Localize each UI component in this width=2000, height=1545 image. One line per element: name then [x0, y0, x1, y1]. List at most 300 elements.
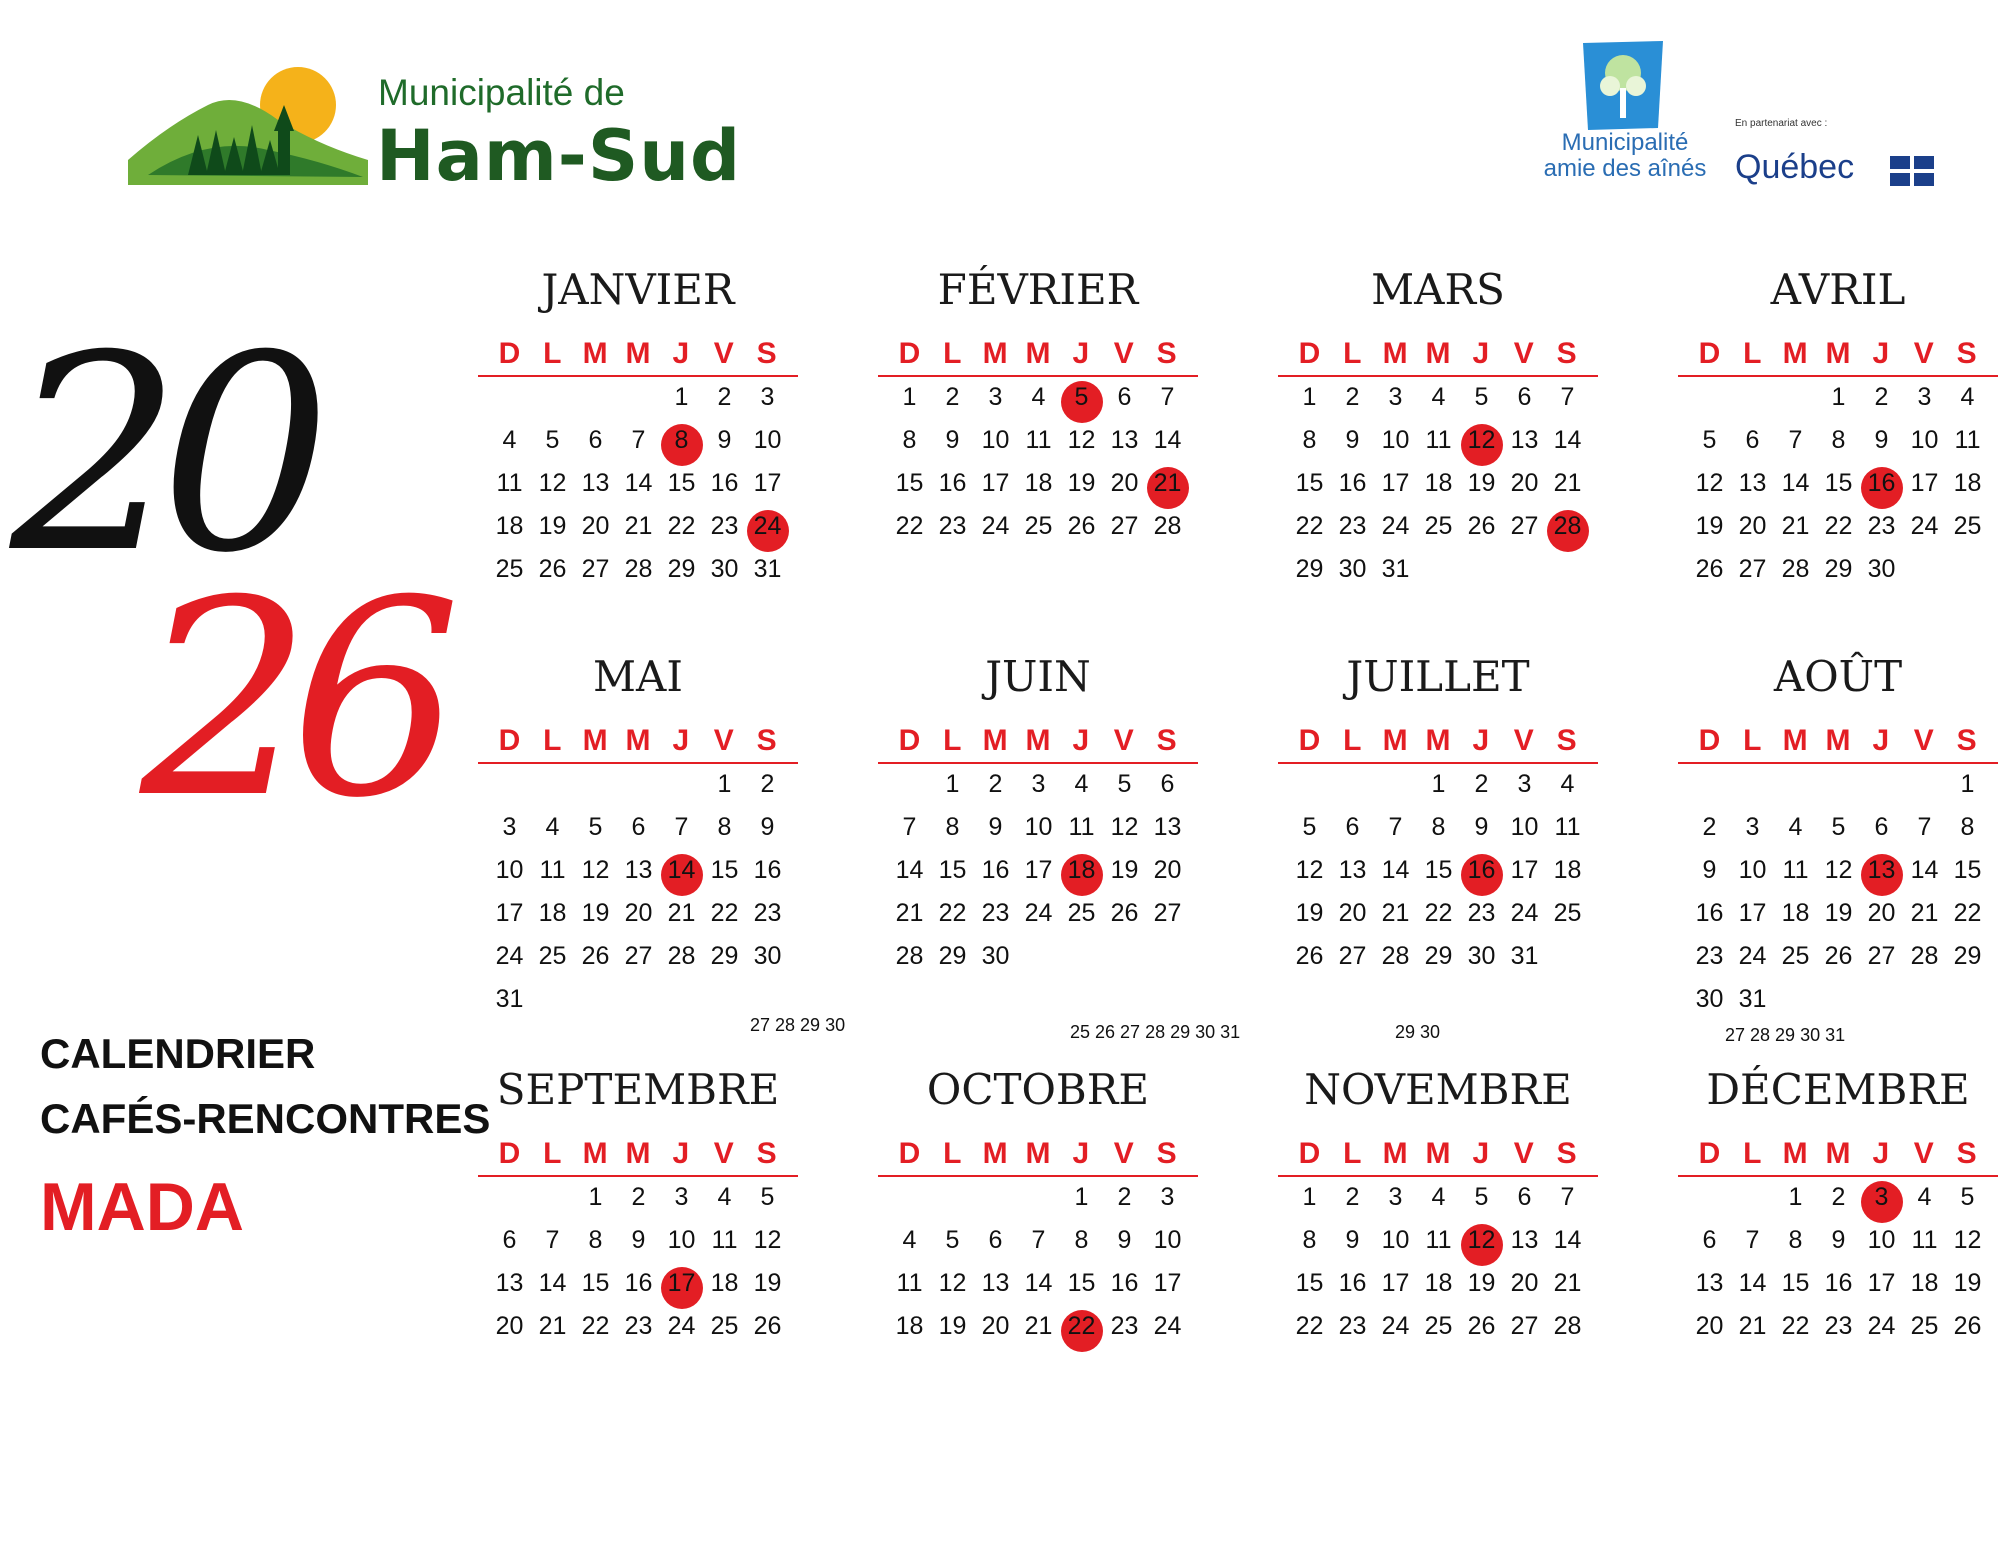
day-cell: 11: [1025, 426, 1052, 454]
cafe-rencontre-date: 21: [1146, 469, 1189, 512]
weekday-label: J: [1872, 337, 1890, 370]
empty-cell: [660, 770, 703, 813]
day-cell: 3: [988, 383, 1003, 411]
year-top-digits: 20: [10, 297, 310, 612]
day-cell: 1: [1960, 770, 1975, 798]
month-block: [488, 1065, 818, 1405]
day-cell: 22: [1781, 1312, 1810, 1340]
day-cell: 18: [1424, 1269, 1453, 1297]
day-cell: 27: [624, 942, 653, 970]
weekday-label: M: [1025, 337, 1051, 370]
day-cell: 24: [981, 512, 1010, 540]
day-cell: 11: [1554, 813, 1581, 841]
day-cell: 22: [1424, 899, 1453, 927]
weekday-label: M: [982, 337, 1008, 370]
day-cell: 2: [1474, 770, 1489, 798]
month-name: JUILLET: [1346, 652, 1530, 701]
day-cell: 23: [753, 899, 782, 927]
weekday-label: M: [582, 1137, 608, 1170]
day-cell: 5: [1831, 813, 1846, 841]
day-cell: 27: [1867, 942, 1896, 970]
day-cell: 16: [1338, 469, 1367, 497]
day-cell: 3: [1517, 770, 1532, 798]
weekday-label: M: [1782, 724, 1808, 757]
day-cell: 30: [753, 942, 782, 970]
day-cell: 5: [760, 1183, 775, 1211]
day-cell: 27: [1110, 512, 1139, 540]
day-cell: 28: [1781, 555, 1810, 583]
day-cell: 6: [1117, 383, 1132, 411]
day-cell: 5: [545, 426, 560, 454]
day-cell: 10: [1738, 856, 1767, 884]
day-cell: 5: [1474, 383, 1489, 411]
weekday-label: M: [1782, 337, 1808, 370]
day-cell: 14: [895, 856, 924, 884]
weekday-label: S: [1556, 1137, 1577, 1170]
day-cell: 29: [710, 942, 739, 970]
weekday-label: V: [1113, 1137, 1134, 1170]
day-cell: 21: [895, 899, 924, 927]
day-cell: 3: [1031, 770, 1046, 798]
day-cell: 27: [581, 555, 610, 583]
day-cell: 23: [1338, 1312, 1367, 1340]
day-cell: 3: [1917, 383, 1932, 411]
day-cell: 16: [710, 469, 739, 497]
day-cell: 31: [495, 985, 524, 1013]
day-cell: 18: [1553, 856, 1582, 884]
day-cell: 3: [1388, 383, 1403, 411]
month-name: FÉVRIER: [937, 265, 1139, 314]
day-cell: 14: [1553, 1226, 1582, 1254]
cafe-rencontre-date: 16: [1860, 469, 1903, 512]
empty-cell: [974, 1183, 1017, 1226]
day-cell: 3: [1388, 1183, 1403, 1211]
day-cell: 20: [1510, 1269, 1539, 1297]
cafe-rencontre-date: 8: [660, 426, 703, 469]
day-cell: 20: [981, 1312, 1010, 1340]
empty-cell: [574, 383, 617, 426]
day-cell: 20: [1110, 469, 1139, 497]
day-cell: 9: [1831, 1226, 1846, 1254]
day-cell: 9: [988, 813, 1003, 841]
empty-cell: [1374, 770, 1417, 813]
day-cell: 17: [1024, 856, 1053, 884]
empty-cell: [1860, 770, 1903, 813]
day-cell: 29: [1295, 555, 1324, 583]
empty-cell: [574, 770, 617, 813]
weekday-label: M: [1825, 724, 1851, 757]
month-block: [488, 265, 818, 605]
day-cell: 25: [1553, 899, 1582, 927]
cafe-rencontre-date: 13: [1860, 856, 1903, 899]
day-cell: 20: [1867, 899, 1896, 927]
day-cell: 25: [495, 555, 524, 583]
day-cell: 5: [588, 813, 603, 841]
weekday-label: M: [1025, 724, 1051, 757]
day-cell: 22: [1295, 1312, 1324, 1340]
day-cell: 11: [1425, 426, 1452, 454]
day-cell: 16: [624, 1269, 653, 1297]
day-cell: 23: [1695, 942, 1724, 970]
weekday-header: [1288, 724, 1588, 758]
day-cell: 14: [1381, 856, 1410, 884]
day-cell: 30: [1467, 942, 1496, 970]
empty-cell: [531, 383, 574, 426]
day-cell: 31: [753, 555, 782, 583]
day-cell: 19: [753, 1269, 782, 1297]
month-name: MARS: [1371, 265, 1505, 314]
weekday-label: M: [1425, 724, 1451, 757]
stray-numbers: 25 26 27 28 29 30 31: [1070, 1022, 1241, 1042]
empty-cell: [1688, 1183, 1731, 1226]
day-cell: 5: [1702, 426, 1717, 454]
day-cell: 15: [1424, 856, 1453, 884]
day-cell: 13: [1153, 813, 1182, 841]
day-cell: 26: [753, 1312, 782, 1340]
day-cell: 26: [1110, 899, 1139, 927]
day-cell: 14: [1781, 469, 1810, 497]
day-cell: 21: [1910, 899, 1939, 927]
day-cell: 10: [667, 1226, 696, 1254]
month-name: DÉCEMBRE: [1706, 1065, 1970, 1114]
day-cell: 8: [1302, 1226, 1317, 1254]
weekday-header: [888, 724, 1188, 758]
day-cell: 31: [1381, 555, 1410, 583]
weekday-label: J: [1072, 1137, 1090, 1170]
weekday-label: L: [943, 337, 962, 370]
day-cell: 17: [1738, 899, 1767, 927]
day-cell: 2: [1874, 383, 1889, 411]
day-cell: 1: [1431, 770, 1446, 798]
day-cell: 20: [495, 1312, 524, 1340]
day-cell: 21: [1024, 1312, 1053, 1340]
day-cell: 14: [538, 1269, 567, 1297]
amie-line1: Municipalité: [1561, 129, 1689, 156]
weekday-label: V: [713, 337, 734, 370]
day-cell: 4: [1074, 770, 1089, 798]
day-cell: 15: [667, 469, 696, 497]
weekday-label: M: [1825, 1137, 1851, 1170]
empty-cell: [1731, 383, 1774, 426]
day-cell: 9: [760, 813, 775, 841]
day-cell: 18: [1910, 1269, 1939, 1297]
day-cell: 9: [717, 426, 732, 454]
weekday-label: J: [1472, 337, 1490, 370]
weekday-label: D: [898, 724, 921, 757]
tree-logo-icon: [1578, 38, 1668, 133]
empty-cell: [1817, 770, 1860, 813]
empty-cell: [1731, 770, 1774, 813]
logo-municipalite-text: Municipalité de: [378, 72, 625, 113]
day-cell: 22: [938, 899, 967, 927]
day-cell: 23: [624, 1312, 653, 1340]
day-cell: 8: [902, 426, 917, 454]
day-cell: 28: [624, 555, 653, 583]
empty-cell: [1774, 770, 1817, 813]
weekday-label: L: [1343, 337, 1362, 370]
day-cell: 11: [1425, 1226, 1452, 1254]
header-rule: [878, 762, 1198, 764]
day-cell: 12: [938, 1269, 967, 1297]
day-cell: 12: [1067, 426, 1096, 454]
day-cell: 19: [1953, 1269, 1982, 1297]
mountain-sun-logo-icon: [128, 65, 368, 185]
weekday-label: V: [713, 1137, 734, 1170]
weekday-label: M: [982, 1137, 1008, 1170]
weekday-label: L: [1743, 1137, 1762, 1170]
weekday-label: M: [1025, 1137, 1051, 1170]
day-cell: 17: [1381, 1269, 1410, 1297]
weekday-label: V: [1913, 337, 1934, 370]
month-name: AVRIL: [1770, 265, 1906, 314]
day-cell: 2: [1831, 1183, 1846, 1211]
day-cell: 21: [1738, 1312, 1767, 1340]
day-cell: 10: [1024, 813, 1053, 841]
day-cell: 10: [1381, 1226, 1410, 1254]
weekday-header: [1688, 724, 1988, 758]
weekday-label: L: [543, 1137, 562, 1170]
day-cell: 23: [710, 512, 739, 540]
day-cell: 5: [1302, 813, 1317, 841]
day-cell: 5: [1960, 1183, 1975, 1211]
weekday-label: S: [1156, 337, 1177, 370]
month-name: NOVEMBRE: [1304, 1065, 1572, 1114]
day-cell: 28: [1381, 942, 1410, 970]
day-cell: 7: [1560, 383, 1575, 411]
empty-cell: [888, 1183, 931, 1226]
day-cell: 19: [1467, 469, 1496, 497]
day-cell: 20: [1510, 469, 1539, 497]
day-cell: 6: [1874, 813, 1889, 841]
day-cell: 28: [1910, 942, 1939, 970]
weekday-label: L: [1343, 1137, 1362, 1170]
day-cell: 25: [1953, 512, 1982, 540]
weekday-label: V: [1113, 337, 1134, 370]
day-cell: 26: [1695, 555, 1724, 583]
day-cell: 7: [1388, 813, 1403, 841]
day-cell: 21: [1553, 469, 1582, 497]
day-cell: 11: [896, 1269, 923, 1297]
empty-cell: [617, 770, 660, 813]
day-cell: 4: [545, 813, 560, 841]
day-cell: 25: [1424, 512, 1453, 540]
day-cell: 7: [1788, 426, 1803, 454]
day-cell: 4: [1917, 1183, 1932, 1211]
day-cell: 1: [1074, 1183, 1089, 1211]
quebec-text: Québec: [1735, 148, 1855, 186]
day-cell: 26: [581, 942, 610, 970]
weekday-label: D: [498, 1137, 521, 1170]
day-cell: 5: [1474, 1183, 1489, 1211]
weekday-label: L: [543, 337, 562, 370]
day-cell: 13: [1695, 1269, 1724, 1297]
day-cell: 19: [1467, 1269, 1496, 1297]
weekday-label: D: [1298, 1137, 1321, 1170]
header-rule: [478, 375, 798, 377]
day-cell: 19: [1824, 899, 1853, 927]
day-cell: 20: [1695, 1312, 1724, 1340]
empty-cell: [617, 383, 660, 426]
day-cell: 24: [1381, 1312, 1410, 1340]
day-cell: 1: [1788, 1183, 1803, 1211]
weekday-label: S: [1556, 724, 1577, 757]
day-cell: 14: [624, 469, 653, 497]
day-cell: 26: [1824, 942, 1853, 970]
header-rule: [1678, 1175, 1998, 1177]
day-cell: 22: [1295, 512, 1324, 540]
day-cell: 25: [710, 1312, 739, 1340]
day-cell: 15: [710, 856, 739, 884]
day-cell: 18: [710, 1269, 739, 1297]
weekday-label: V: [1913, 724, 1934, 757]
day-cell: 24: [667, 1312, 696, 1340]
day-cell: 16: [938, 469, 967, 497]
day-cell: 28: [895, 942, 924, 970]
day-grid: [488, 383, 789, 598]
cafe-rencontre-date: 3: [1860, 1183, 1903, 1226]
day-cell: 1: [674, 383, 689, 411]
day-cell: 21: [624, 512, 653, 540]
day-cell: 28: [1553, 1312, 1582, 1340]
day-cell: 27: [1738, 555, 1767, 583]
weekday-label: D: [1298, 724, 1321, 757]
day-cell: 22: [710, 899, 739, 927]
day-cell: 9: [1345, 1226, 1360, 1254]
day-cell: 26: [1295, 942, 1324, 970]
day-grid: [1688, 770, 1989, 1028]
day-cell: 6: [1745, 426, 1760, 454]
day-cell: 10: [1510, 813, 1539, 841]
day-grid: [888, 770, 1189, 985]
day-cell: 24: [495, 942, 524, 970]
weekday-label: V: [713, 724, 734, 757]
weekday-label: D: [1698, 337, 1721, 370]
weekday-label: M: [625, 1137, 651, 1170]
day-grid: [488, 770, 789, 1028]
header-rule: [478, 1175, 798, 1177]
year-bottom-digits: 26: [140, 542, 440, 857]
month-name: MAI: [593, 652, 683, 701]
weekday-label: M: [1382, 337, 1408, 370]
day-cell: 1: [588, 1183, 603, 1211]
month-name: JUIN: [985, 652, 1091, 701]
day-cell: 14: [1024, 1269, 1053, 1297]
day-cell: 21: [667, 899, 696, 927]
day-cell: 17: [1867, 1269, 1896, 1297]
weekday-label: M: [582, 337, 608, 370]
empty-cell: [1017, 1183, 1060, 1226]
day-cell: 17: [1381, 469, 1410, 497]
day-cell: 13: [1510, 1226, 1539, 1254]
day-cell: 30: [710, 555, 739, 583]
title-mada: MADA: [40, 1169, 244, 1245]
month-block: [1688, 652, 2000, 1013]
weekday-label: S: [1956, 1137, 1977, 1170]
day-cell: 1: [945, 770, 960, 798]
day-cell: 19: [1695, 512, 1724, 540]
day-cell: 9: [1474, 813, 1489, 841]
day-cell: 20: [624, 899, 653, 927]
day-cell: 16: [981, 856, 1010, 884]
day-cell: 13: [495, 1269, 524, 1297]
empty-cell: [531, 1183, 574, 1226]
day-cell: 25: [1424, 1312, 1453, 1340]
month-block: [1688, 265, 2000, 605]
day-cell: 10: [1910, 426, 1939, 454]
day-cell: 7: [1160, 383, 1175, 411]
day-cell: 29: [1424, 942, 1453, 970]
weekday-label: M: [1825, 337, 1851, 370]
day-cell: 8: [1431, 813, 1446, 841]
weekday-label: V: [1513, 337, 1534, 370]
day-cell: 12: [1295, 856, 1324, 884]
weekday-label: S: [756, 337, 777, 370]
day-cell: 13: [981, 1269, 1010, 1297]
day-cell: 24: [1910, 512, 1939, 540]
weekday-label: M: [1425, 337, 1451, 370]
amie-des-aines-text: [1540, 130, 1710, 182]
day-cell: 25: [538, 942, 567, 970]
day-cell: 9: [1702, 856, 1717, 884]
cafe-rencontre-date: 18: [1060, 856, 1103, 899]
day-cell: 18: [1953, 469, 1982, 497]
amie-line2: amie des aînés: [1543, 155, 1707, 182]
weekday-label: J: [1472, 724, 1490, 757]
empty-cell: [1903, 770, 1946, 813]
weekday-label: S: [756, 1137, 777, 1170]
month-block: [488, 652, 818, 1013]
empty-cell: [1688, 770, 1731, 813]
ham-sud-logo: [128, 60, 742, 197]
day-cell: 13: [1110, 426, 1139, 454]
day-cell: 19: [581, 899, 610, 927]
day-cell: 18: [1424, 469, 1453, 497]
weekday-label: J: [1072, 337, 1090, 370]
cafe-rencontre-date: 12: [1460, 1226, 1503, 1269]
weekday-label: M: [582, 724, 608, 757]
day-cell: 9: [631, 1226, 646, 1254]
day-cell: 8: [1788, 1226, 1803, 1254]
day-cell: 7: [1031, 1226, 1046, 1254]
weekday-label: V: [1913, 1137, 1934, 1170]
day-cell: 16: [1338, 1269, 1367, 1297]
empty-cell: [531, 770, 574, 813]
cafe-rencontre-date: 28: [1546, 512, 1589, 555]
day-cell: 6: [1702, 1226, 1717, 1254]
day-cell: 12: [538, 469, 567, 497]
day-cell: 7: [1560, 1183, 1575, 1211]
day-cell: 6: [988, 1226, 1003, 1254]
weekday-label: V: [1113, 724, 1134, 757]
day-cell: 4: [502, 426, 517, 454]
day-cell: 29: [667, 555, 696, 583]
weekday-label: L: [1343, 724, 1362, 757]
day-cell: 2: [631, 1183, 646, 1211]
month-block: [888, 1065, 1218, 1405]
day-cell: 20: [581, 512, 610, 540]
day-cell: 21: [1553, 1269, 1582, 1297]
day-cell: 15: [1067, 1269, 1096, 1297]
cafe-rencontre-date: 17: [660, 1269, 703, 1312]
day-cell: 27: [1153, 899, 1182, 927]
day-cell: 15: [938, 856, 967, 884]
day-cell: 3: [1745, 813, 1760, 841]
day-cell: 12: [1695, 469, 1724, 497]
day-cell: 25: [1067, 899, 1096, 927]
day-cell: 29: [938, 942, 967, 970]
day-cell: 13: [1738, 469, 1767, 497]
month-name: AOÛT: [1773, 652, 1903, 701]
